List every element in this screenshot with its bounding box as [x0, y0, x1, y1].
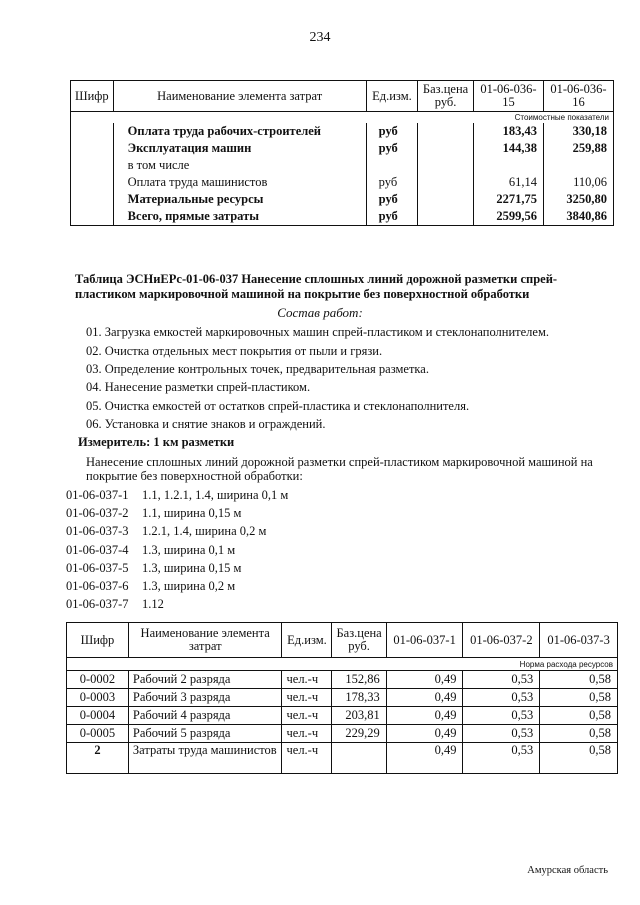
table-row [67, 743, 618, 774]
table-row [71, 191, 614, 208]
cost-table [70, 80, 614, 226]
row-unit: руб [366, 123, 418, 140]
row-value-2: 0,53 [463, 689, 540, 707]
table-row [71, 123, 614, 140]
row-value-1: 0,49 [386, 671, 463, 689]
code: 01-06-037-4 [66, 543, 129, 557]
section-title [75, 272, 595, 302]
row-value-1: 2271,75 [473, 191, 543, 208]
row-value-1: 61,14 [473, 174, 543, 191]
subheader-label: Стоимостные показатели [71, 112, 614, 124]
work-item: 02. Очистка отдельных мест покрытия от пыли и грязи. [86, 344, 383, 358]
table-row [67, 707, 618, 725]
row-unit [366, 157, 418, 174]
row-value-2: 0,53 [463, 743, 540, 774]
table-row [67, 689, 618, 707]
row-price [332, 743, 386, 774]
table-row [71, 140, 614, 157]
row-code: 2 [67, 743, 129, 774]
header-col3: 01-06-037-3 [540, 623, 618, 658]
row-name: Всего, прямые затраты [113, 208, 366, 226]
composition-label: Состав работ: [277, 305, 363, 320]
row-value-2: 110,06 [543, 174, 613, 191]
table-row [71, 208, 614, 226]
header-code: Шифр [67, 623, 129, 658]
work-item: 05. Очистка емкостей от остатков спрей-пластика и стеклонаполнителя. [86, 399, 470, 413]
row-value-2: 0,53 [463, 671, 540, 689]
header-unit: Ед.изм. [366, 81, 418, 112]
row-value-1: 183,43 [473, 123, 543, 140]
row-code: 0-0003 [67, 689, 129, 707]
row-name: Оплата труда рабочих-строителей [113, 123, 366, 140]
section-title-line-1: Таблица ЭСНиЕРс-01-06-037 Нанесение сплошных линий дорожной разметки спрей- [75, 272, 558, 286]
header-code: Шифр [71, 81, 114, 112]
resource-table [66, 622, 618, 774]
row-name: Материальные ресурсы [113, 191, 366, 208]
row-unit: чел.-ч [282, 689, 332, 707]
code-text: 1.2.1, 1.4, ширина 0,2 м [142, 524, 267, 538]
code-text: 1.1, ширина 0,15 м [142, 506, 242, 520]
row-name: Оплата труда машинистов [113, 174, 366, 191]
header-unit: Ед.изм. [282, 623, 332, 658]
header-name: Наименование элемента затрат [113, 81, 366, 112]
row-value-2 [543, 157, 613, 174]
code-text: 1.3, ширина 0,2 м [142, 579, 236, 593]
row-value-1: 0,49 [386, 725, 463, 743]
row-unit: чел.-ч [282, 743, 332, 774]
row-value-3: 0,58 [540, 725, 618, 743]
code-item [66, 597, 164, 612]
row-unit: чел.-ч [282, 725, 332, 743]
row-value-1: 0,49 [386, 689, 463, 707]
row-value-2: 0,53 [463, 707, 540, 725]
row-value-1 [473, 157, 543, 174]
code-item [66, 506, 241, 521]
description [86, 455, 616, 483]
description-line-2: покрытие без поверхностной обработки: [86, 469, 303, 483]
row-value-2: 259,88 [543, 140, 613, 157]
table-row [71, 157, 614, 174]
row-value-3: 0,58 [540, 689, 618, 707]
row-value-2: 3840,86 [543, 208, 613, 226]
table-subheader [67, 658, 618, 671]
code-item [66, 579, 235, 594]
row-unit: руб [366, 191, 418, 208]
code-text: 1.3, ширина 0,1 м [142, 543, 236, 557]
row-code: 0-0004 [67, 707, 129, 725]
code-text: 1.3, ширина 0,15 м [142, 561, 242, 575]
row-code: 0-0005 [67, 725, 129, 743]
code: 01-06-037-3 [66, 524, 129, 538]
work-item: 03. Определение контрольных точек, предварительная разметка. [86, 362, 429, 376]
code: 01-06-037-7 [66, 597, 129, 611]
header-price: Баз.цена руб. [418, 81, 474, 112]
row-value-3: 0,58 [540, 707, 618, 725]
row-unit: руб [366, 174, 418, 191]
section-title-line-2: пластиком маркировочной машиной на покрытие без поверхностной обработки [75, 287, 530, 301]
header-col1: 01-06-037-1 [386, 623, 463, 658]
row-unit: чел.-ч [282, 671, 332, 689]
row-value-1: 2599,56 [473, 208, 543, 226]
row-value-1: 144,38 [473, 140, 543, 157]
work-item: 04. Нанесение разметки спрей-пластиком. [86, 380, 311, 394]
table-header [71, 81, 614, 112]
row-unit: чел.-ч [282, 707, 332, 725]
row-value-1: 0,49 [386, 707, 463, 725]
row-value-1: 0,49 [386, 743, 463, 774]
code-item [66, 543, 235, 558]
page-number: 234 [309, 30, 331, 45]
code-item [66, 524, 266, 539]
row-price: 229,29 [332, 725, 386, 743]
table-header [67, 623, 618, 658]
row-code: 0-0002 [67, 671, 129, 689]
row-value-3: 0,58 [540, 671, 618, 689]
code-text: 1.12 [142, 597, 164, 611]
table-row [71, 174, 614, 191]
table-subheader [71, 112, 614, 124]
description-line-1: Нанесение сплошных линий дорожной разметки спрей-пластиком маркировочной машиной на [86, 455, 593, 469]
row-name: Затраты труда машинистов [128, 743, 282, 774]
row-value-2: 0,53 [463, 725, 540, 743]
code: 01-06-037-2 [66, 506, 129, 520]
row-name: Рабочий 5 разряда [128, 725, 282, 743]
row-value-2: 330,18 [543, 123, 613, 140]
table-row [67, 725, 618, 743]
header-col1: 01-06-036-15 [473, 81, 543, 112]
subheader-label: Норма расхода ресурсов [67, 658, 618, 671]
header-col2: 01-06-037-2 [463, 623, 540, 658]
row-value-2: 3250,80 [543, 191, 613, 208]
code-item [66, 488, 288, 503]
row-name: Рабочий 3 разряда [128, 689, 282, 707]
row-name: в том числе [113, 157, 366, 174]
row-unit: руб [366, 208, 418, 226]
row-value-3: 0,58 [540, 743, 618, 774]
code: 01-06-037-6 [66, 579, 129, 593]
table-row [67, 671, 618, 689]
code-item [66, 561, 241, 576]
meter-label: Измеритель: 1 км разметки [78, 435, 235, 449]
row-name: Рабочий 2 разряда [128, 671, 282, 689]
work-item: 01. Загрузка емкостей маркировочных машин спрей-пластиком и стеклонаполнителем. [86, 325, 550, 339]
header-col2: 01-06-036-16 [543, 81, 613, 112]
row-price: 203,81 [332, 707, 386, 725]
code-text: 1.1, 1.2.1, 1.4, ширина 0,1 м [142, 488, 289, 502]
row-price: 152,86 [332, 671, 386, 689]
footer-region: Амурская область [527, 865, 608, 876]
code: 01-06-037-5 [66, 561, 129, 575]
header-name: Наименование элемента затрат [128, 623, 282, 658]
row-price: 178,33 [332, 689, 386, 707]
work-item: 06. Установка и снятие знаков и ограждений. [86, 417, 326, 431]
header-price: Баз.цена руб. [332, 623, 386, 658]
row-name: Эксплуатация машин [113, 140, 366, 157]
row-unit: руб [366, 140, 418, 157]
row-name: Рабочий 4 разряда [128, 707, 282, 725]
code: 01-06-037-1 [66, 488, 129, 502]
